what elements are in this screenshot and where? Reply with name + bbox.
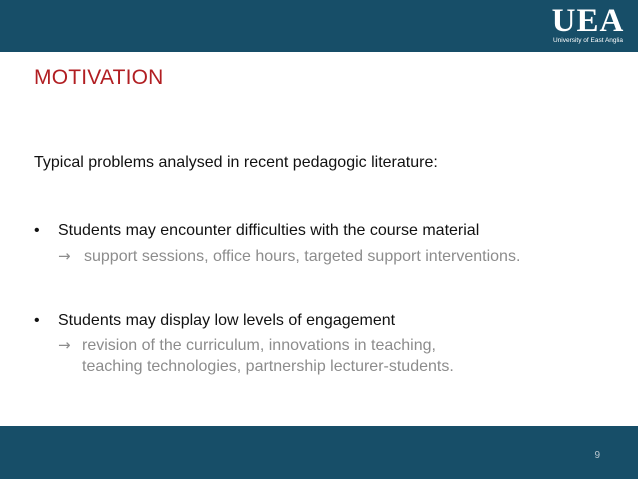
bullet-text: Students may encounter difficulties with the course material xyxy=(58,222,480,239)
slide-title: MOTIVATION xyxy=(34,66,164,89)
bullet-icon: • xyxy=(34,222,40,239)
logo-subtitle: University of East Anglia xyxy=(552,37,624,44)
footer-bar xyxy=(0,426,638,479)
header-bar xyxy=(0,0,638,52)
bullet-sub-line xyxy=(82,358,454,376)
right-arrow-icon: → xyxy=(58,247,71,265)
bullet-sub-line xyxy=(58,336,436,355)
bullet-item xyxy=(34,312,395,330)
sub-line-text: revision of the curriculum, innovations in teaching, xyxy=(82,337,436,354)
bullet-icon: • xyxy=(34,312,40,329)
right-arrow-icon: → xyxy=(58,336,71,354)
sub-line-text: support sessions, office hours, targeted support interventions. xyxy=(84,248,521,265)
uea-logo xyxy=(546,5,630,49)
bullet-sub-line xyxy=(58,247,520,266)
bullet-text: Students may display low levels of engagement xyxy=(58,312,396,329)
page-number: 9 xyxy=(594,450,600,461)
intro-text: Typical problems analysed in recent pedagogic literature: xyxy=(34,154,438,171)
bullet-item xyxy=(34,222,479,240)
logo-letters: UEA xyxy=(551,3,625,39)
sub-line-text: teaching technologies, partnership lecturer-students. xyxy=(82,358,454,375)
